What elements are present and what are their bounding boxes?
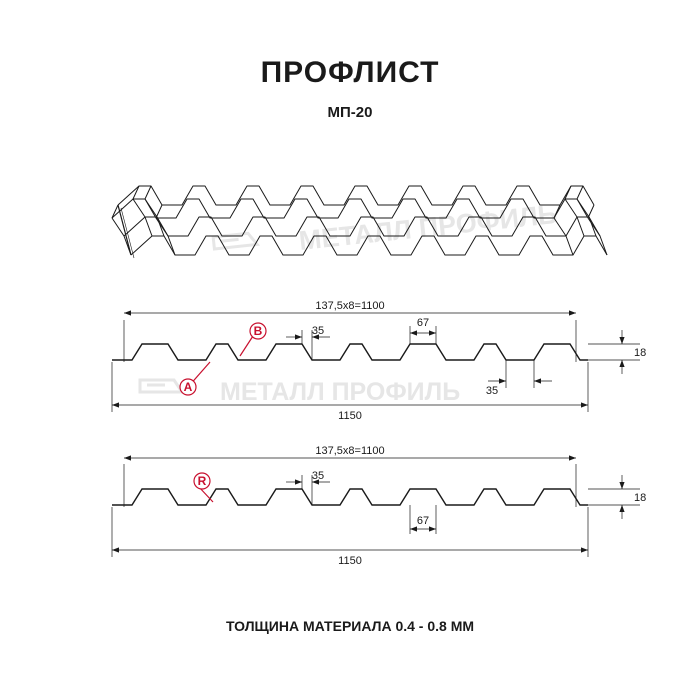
dim-top-height: 18 [634, 347, 647, 359]
dim-bottom-1100: 137,5x8=1100 [315, 445, 385, 457]
dimension-lines-bottom [112, 455, 640, 557]
dim-top-35-right: 35 [485, 385, 499, 397]
page-subtitle: МП-20 [327, 104, 373, 121]
dim-bottom-67: 67 [416, 515, 430, 527]
marker-b: B [253, 324, 263, 338]
dim-bottom-35: 35 [311, 470, 325, 482]
marker-a: A [183, 380, 193, 394]
watermark-text-2: МЕТАЛЛ ПРОФИЛЬ [220, 378, 461, 406]
profile-outline-bottom [112, 489, 588, 505]
dim-top-1100: 137,5x8=1100 [315, 300, 385, 312]
dim-top-1150: 1150 [338, 410, 362, 422]
dim-top-67: 67 [416, 317, 430, 329]
dim-bottom-1150: 1150 [338, 555, 362, 567]
marker-r: R [197, 474, 207, 488]
dim-bottom-height: 18 [634, 492, 647, 504]
page-title: ПРОФЛИСТ [260, 56, 440, 89]
watermark-text: МЕТАЛЛ ПРОФИЛЬ [297, 199, 559, 256]
dim-top-35-left: 35 [311, 325, 325, 337]
material-thickness-note: ТОЛЩИНА МАТЕРИАЛА 0.4 - 0.8 ММ [225, 618, 475, 634]
